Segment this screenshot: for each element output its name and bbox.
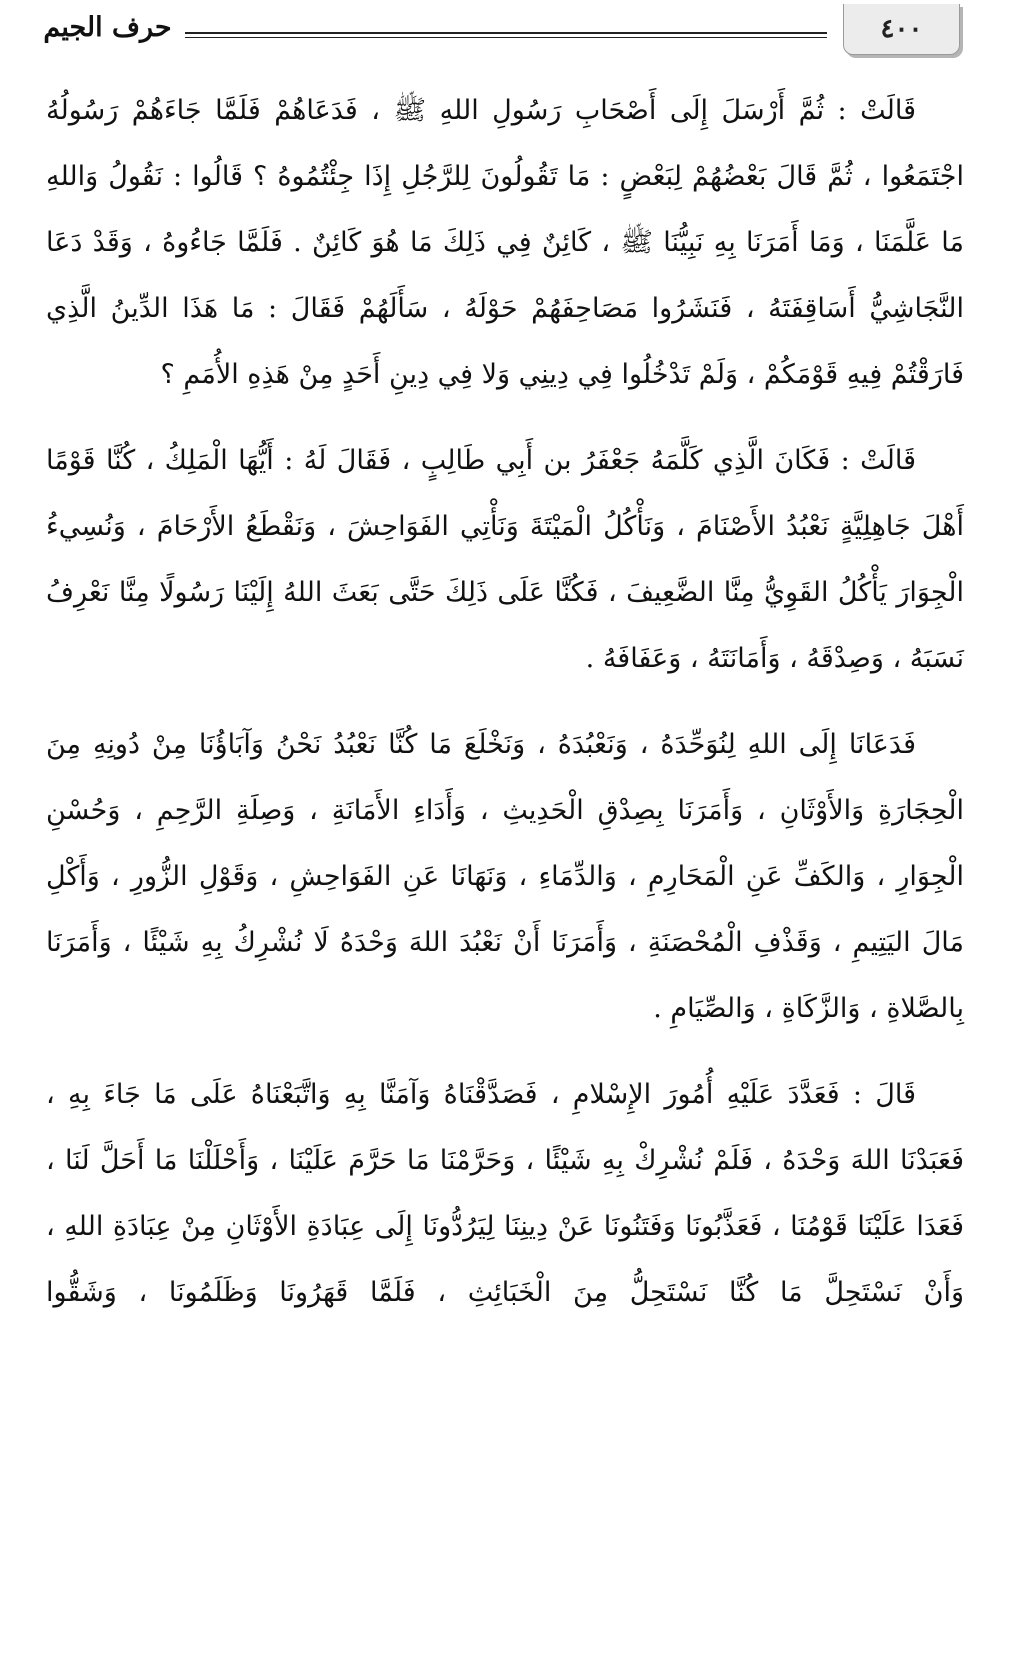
header-rule xyxy=(185,32,827,38)
page-header xyxy=(0,0,1010,70)
page-body xyxy=(46,78,964,1326)
paragraph: قَالَتْ : فَكَانَ الَّذِي كَلَّمَهُ جَعْفَرُ بن أَبِي طَالِبٍ ، فَقَالَ لَهُ : أَيُّهَا الْمَلِكُ ، كُنَّا قَوْمًا أَهْلَ جَاهِلِيَّةٍ نَعْبُدُ الأَصْنَامَ ، وَنَأْكُلُ الْمَيْتَةَ وَنَأْتِي الفَوَاحِشَ ، وَنَقْطَعُ الأَرْحَامَ ، وَنُسِيءُ الْجِوَارَ يَأْكُلُ القَوِيُّ مِنَّا الضَّعِيفَ ، فَكُنَّا عَلَى ذَلِكَ حَتَّى بَعَثَ اللهُ إِلَيْنَا رَسُولًا مِنَّا نَعْرِفُ نَسَبَهُ ، وَصِدْقَهُ ، وَأَمَانَتَهُ ، وَعَفَافَهُ . xyxy=(46,445,964,674)
paragraph: قَالَ : فَعَدَّدَ عَلَيْهِ أُمُورَ الإِسْلامِ ، فَصَدَّقْنَاهُ وَآمَنَّا بِهِ وَاتَّبَعْنَاهُ عَلَى مَا جَاءَ بِهِ ، فَعَبَدْنَا اللهَ وَحْدَهُ ، فَلَمْ نُشْرِكْ بِهِ شَيْئًا ، وَحَرَّمْنَا مَا حَرَّمَ عَلَيْنَا ، وَأَحْلَلْنَا مَا أَحَلَّ لَنَا ، فَعَدَا عَلَيْنَا قَوْمُنَا ، فَعَذَّبُونَا وَفَتَنُونَا عَنْ دِينِنَا لِيَرُدُّونَا إِلَى عِبَادَةِ الأَوْثَانِ مِنْ عِبَادَةِ اللهِ ، وَأَنْ نَسْتَحِلَّ مَا كُنَّا نَسْتَحِلُّ مِنَ الْخَبَائِثِ ، فَلَمَّا قَهَرُونَا وَظَلَمُونَا ، وَشَقُّوا xyxy=(46,1079,964,1308)
paragraph: فَدَعَانَا إِلَى اللهِ لِنُوَحِّدَهُ ، وَنَعْبُدَهُ ، وَنَخْلَعَ مَا كُنَّا نَعْبُدُ نَحْنُ وَآبَاؤُنَا مِنْ دُونِهِ مِنَ الْحِجَارَةِ وَالأَوْثَانِ ، وَأَمَرَنَا بِصِدْقِ الْحَدِيثِ ، وَأَدَاءِ الأَمَانَةِ ، وَصِلَةِ الرَّحِمِ ، وَحُسْنِ الْجِوَارِ ، وَالكَفِّ عَنِ الْمَحَارِمِ ، وَالدِّمَاءِ ، وَنَهَانَا عَنِ الفَوَاحِشِ ، وَقَوْلِ الزُّورِ ، وَأَكْلِ مَالَ اليَتِيمِ ، وَقَذْفِ الْمُحْصَنَةِ ، وَأَمَرَنَا أَنْ نَعْبُدَ اللهَ وَحْدَهُ لَا نُشْرِكُ بِهِ شَيْئًا ، وَأَمَرَنَا بِالصَّلاةِ ، وَالزَّكَاةِ ، وَالصِّيَامِ . xyxy=(46,729,964,1024)
chapter-title: حرف الجيم xyxy=(43,12,172,43)
page-number: ٤٠٠ xyxy=(843,4,960,55)
paragraph: قَالَتْ : ثُمَّ أَرْسَلَ إِلَى أَصْحَابِ رَسُولِ اللهِ ﷺ ، فَدَعَاهُمْ فَلَمَّا جَاءَهُمْ رَسُولُهُ اجْتَمَعُوا ، ثُمَّ قَالَ بَعْضُهُمْ لِبَعْضٍ : مَا تَقُولُونَ لِلرَّجُلِ إِذَا جِئْتُمُوهُ ؟ قَالُوا : نَقُولُ وَاللهِ مَا عَلَّمَنَا ، وَمَا أَمَرَنَا بِهِ نَبِيُّنَا ﷺ ، كَائِنٌ فِي ذَلِكَ مَا هُوَ كَائِنٌ . فَلَمَّا جَاءُوهُ ، وَقَدْ دَعَا النَّجَاشِيُّ أَسَاقِفَتَهُ ، فَنَشَرُوا مَصَاحِفَهُمْ حَوْلَهُ ، سَأَلَهُمْ فَقَالَ : مَا هَذَا الدِّينُ الَّذِي فَارَقْتُمْ فِيهِ قَوْمَكُمْ ، وَلَمْ تَدْخُلُوا فِي دِينِي وَلا فِي دِينِ أَحَدٍ مِنْ هَذِهِ الأُمَمِ ؟ xyxy=(46,95,964,390)
